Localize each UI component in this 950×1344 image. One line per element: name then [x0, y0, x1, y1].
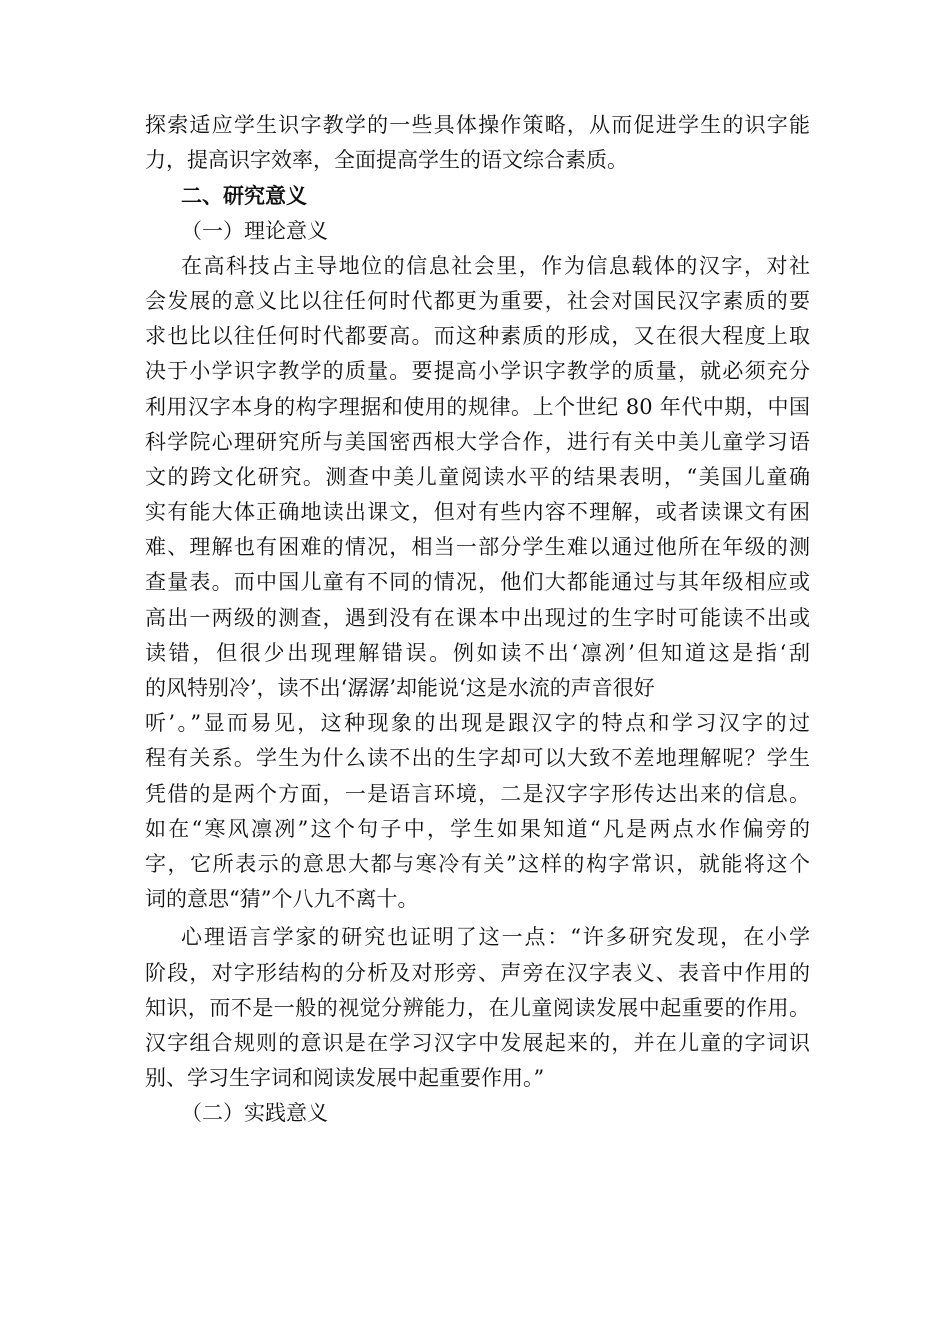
text-line: 探索适应学生识字教学的一些具体操作策略，从而促进学生的识字能: [145, 113, 810, 137]
text-line: 知识，而不是一般的视觉分辨能力，在儿童阅读发展中起重要的作用。: [145, 995, 810, 1020]
document-body: [145, 108, 810, 1131]
text-line: 会发展的意义比以往任何时代都更为重要，社会对国民汉字素质的要: [145, 288, 810, 313]
text-line: 如在“寒风凛冽”这个句子中，学生如果知道“凡是两点水作偏旁的: [145, 816, 810, 841]
subheading-practice: （二）实践意义: [181, 1101, 328, 1126]
text-line: 实有能大体正确地读出课文，但对有些内容不理解，或者读课文有困: [145, 500, 810, 525]
text-line: 阶段，对字形结构的分析及对形旁、声旁在汉字表义、表音中作用的: [145, 960, 810, 985]
text-line: 字，它所表示的意思大都与寒冷有关”这样的构字常识，就能将这个: [145, 851, 810, 876]
text-line: 词的意思“猜”个八九不离十。: [145, 887, 419, 912]
text-line: 程有关系。学生为什么读不出的生字却可以大致不差地理解呢？学生: [145, 746, 810, 771]
text-line: 读错，但很少出现理解错误。例如读不出‘凛冽’但知道这是指‘刮: [145, 640, 810, 665]
paragraph-theory-2: [145, 920, 810, 1096]
text-line: 凭借的是两个方面，一是语言环境，二是汉字字形传达出来的信息。: [145, 781, 810, 806]
text-line: 利用汉字本身的构字理据和使用的规律。上个世纪 80 年代中期，中国: [145, 394, 810, 419]
text-line: 力，提高识字效率，全面提高学生的语文综合素质。: [145, 148, 628, 173]
text-line: 科学院心理研究所与美国密西根大学合作，进行有关中美儿童学习语: [145, 429, 810, 454]
text-line: 汉字组合规则的意识是在学习汉字中发展起来的，并在儿童的字词识: [145, 1030, 810, 1055]
subheading-theory: （一）理论意义: [181, 218, 328, 243]
section-heading: 二、研究意义: [181, 183, 307, 209]
paragraph-intro: [145, 108, 810, 178]
text-line: 在高科技占主导地位的信息社会里，作为信息载体的汉字，对社: [181, 253, 810, 278]
text-line: 决于小学识字教学的质量。要提高小学识字教学的质量，就必须充分: [145, 359, 810, 384]
paragraph-theory-1: [145, 249, 810, 918]
text-line: 听’。”显而易见，这种现象的出现是跟汉字的特点和学习汉字的过: [145, 711, 810, 736]
text-line: 查量表。而中国儿童有不同的情况，他们大都能通过与其年级相应或: [145, 570, 810, 595]
text-line: 求也比以往任何时代都要高。而这种素质的形成，又在很大程度上取: [145, 324, 810, 349]
text-line: 心理语言学家的研究也证明了这一点：“许多研究发现，在小学: [181, 925, 810, 950]
text-line: 高出一两级的测查，遇到没有在课本中出现过的生字时可能读不出或: [145, 605, 810, 630]
text-line: 的风特别冷’，读不出‘潺潺’却能说‘这是水流的声音很好: [145, 676, 655, 700]
text-line: 文的跨文化研究。测查中美儿童阅读水平的结果表明，“美国儿童确: [145, 464, 810, 489]
text-line: 别、学习生字词和阅读发展中起重要作用。”: [145, 1066, 545, 1091]
text-line: 难、理解也有困难的情况，相当一部分学生难以通过他所在年级的测: [145, 535, 810, 560]
